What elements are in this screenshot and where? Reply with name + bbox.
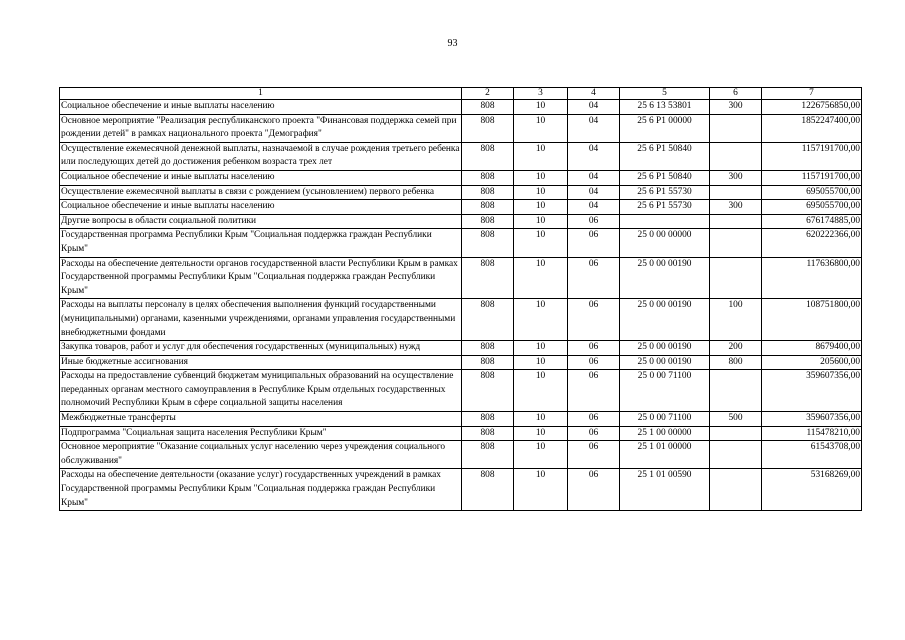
cell-amount: 676174885,00	[762, 214, 862, 229]
cell-code-3: 10	[514, 142, 568, 170]
cell-code-2: 808	[462, 170, 514, 185]
cell-name: Социальное обеспечение и иные выплаты населению	[60, 170, 462, 185]
cell-code-5: 25 0 00 71100	[620, 370, 710, 412]
table-row	[60, 170, 862, 185]
cell-code-4: 06	[568, 257, 620, 299]
cell-code-5: 25 6 Р1 55730	[620, 200, 710, 215]
header-cell-1: 1	[60, 88, 462, 100]
header-cell-5: 5	[620, 88, 710, 100]
cell-code-6	[710, 185, 762, 200]
cell-name: Закупка товаров, работ и услуг для обеспечения государственных (муниципальных) нужд	[60, 341, 462, 356]
cell-amount: 117636800,00	[762, 257, 862, 299]
cell-code-2: 808	[462, 229, 514, 257]
cell-code-2: 808	[462, 412, 514, 427]
cell-name: Расходы на предоставление субвенций бюджетам муниципальных образований на осуществление переданных органам местного самоуправления в Республике Крым отдельных государственных полномочий Республики Крым в сфере социальной защиты населения	[60, 370, 462, 412]
cell-amount: 1157191700,00	[762, 142, 862, 170]
cell-name: Социальное обеспечение и иные выплаты населению	[60, 200, 462, 215]
header-cell-4: 4	[568, 88, 620, 100]
cell-name: Социальное обеспечение и иные выплаты населению	[60, 100, 462, 115]
table-row	[60, 229, 862, 257]
cell-amount: 61543708,00	[762, 441, 862, 469]
table-row	[60, 185, 862, 200]
cell-code-6	[710, 142, 762, 170]
cell-code-3: 10	[514, 370, 568, 412]
header-cell-7: 7	[762, 88, 862, 100]
cell-code-3: 10	[514, 469, 568, 511]
cell-name: Основное мероприятие "Оказание социальных услуг населению через учреждения социального обслуживания"	[60, 441, 462, 469]
cell-code-4: 06	[568, 469, 620, 511]
cell-code-3: 10	[514, 170, 568, 185]
cell-code-2: 808	[462, 200, 514, 215]
table-header-row	[60, 88, 862, 100]
cell-code-6	[710, 370, 762, 412]
table-row	[60, 100, 862, 115]
cell-code-2: 808	[462, 355, 514, 370]
cell-code-3: 10	[514, 214, 568, 229]
cell-amount: 620222366,00	[762, 229, 862, 257]
cell-amount: 1226756850,00	[762, 100, 862, 115]
cell-code-5: 25 6 13 53801	[620, 100, 710, 115]
cell-code-6	[710, 426, 762, 441]
cell-code-2: 808	[462, 426, 514, 441]
cell-name: Расходы на обеспечение деятельности (оказание услуг) государственных учреждений в рамках Государственной программы Республики Крым "Социальная поддержка граждан Республики Крым"	[60, 469, 462, 511]
cell-name: Подпрограмма "Социальная защита населения Республики Крым"	[60, 426, 462, 441]
cell-code-6	[710, 114, 762, 142]
cell-code-4: 06	[568, 412, 620, 427]
cell-code-4: 06	[568, 299, 620, 341]
cell-name: Другие вопросы в области социальной политики	[60, 214, 462, 229]
cell-code-5	[620, 214, 710, 229]
cell-code-3: 10	[514, 441, 568, 469]
cell-name: Межбюджетные трансферты	[60, 412, 462, 427]
cell-code-6: 300	[710, 100, 762, 115]
table-row	[60, 299, 862, 341]
cell-code-2: 808	[462, 341, 514, 356]
cell-amount: 8679400,00	[762, 341, 862, 356]
cell-code-4: 06	[568, 355, 620, 370]
cell-code-3: 10	[514, 426, 568, 441]
cell-name: Иные бюджетные ассигнования	[60, 355, 462, 370]
cell-amount: 1157191700,00	[762, 170, 862, 185]
cell-code-6	[710, 469, 762, 511]
cell-code-5: 25 0 00 00190	[620, 341, 710, 356]
cell-name: Осуществление ежемесячной выплаты в связи с рождением (усыновлением) первого ребенка	[60, 185, 462, 200]
cell-code-3: 10	[514, 299, 568, 341]
cell-name: Осуществление ежемесячной денежной выплаты, назначаемой в случае рождения третьего ребенка или последующих детей до достижения ребенком возраста трех лет	[60, 142, 462, 170]
budget-table	[59, 87, 862, 511]
cell-code-6: 300	[710, 200, 762, 215]
cell-code-2: 808	[462, 114, 514, 142]
cell-code-2: 808	[462, 100, 514, 115]
cell-code-2: 808	[462, 469, 514, 511]
table-row	[60, 441, 862, 469]
cell-name: Расходы на выплаты персоналу в целях обеспечения выполнения функций государственными (муниципальными) органами, казенными учреждениями, органами управления государственными внебюджетными фондами	[60, 299, 462, 341]
header-cell-2: 2	[462, 88, 514, 100]
cell-code-5: 25 0 00 71100	[620, 412, 710, 427]
cell-code-3: 10	[514, 355, 568, 370]
header-cell-3: 3	[514, 88, 568, 100]
cell-code-5: 25 0 00 00190	[620, 299, 710, 341]
cell-code-4: 04	[568, 142, 620, 170]
cell-amount: 359607356,00	[762, 412, 862, 427]
cell-code-3: 10	[514, 114, 568, 142]
cell-amount: 53168269,00	[762, 469, 862, 511]
cell-code-5: 25 0 00 00190	[620, 257, 710, 299]
cell-code-4: 04	[568, 114, 620, 142]
cell-code-3: 10	[514, 412, 568, 427]
cell-code-2: 808	[462, 370, 514, 412]
cell-code-5: 25 6 Р1 55730	[620, 185, 710, 200]
table-row	[60, 214, 862, 229]
cell-code-5: 25 6 Р1 50840	[620, 170, 710, 185]
cell-code-3: 10	[514, 185, 568, 200]
cell-code-2: 808	[462, 299, 514, 341]
cell-code-2: 808	[462, 441, 514, 469]
cell-code-6: 200	[710, 341, 762, 356]
table-row	[60, 469, 862, 511]
cell-code-2: 808	[462, 185, 514, 200]
cell-code-6	[710, 214, 762, 229]
table-row	[60, 200, 862, 215]
cell-code-6	[710, 441, 762, 469]
cell-code-2: 808	[462, 214, 514, 229]
table-row	[60, 370, 862, 412]
table-row	[60, 426, 862, 441]
cell-code-2: 808	[462, 142, 514, 170]
header-cell-6: 6	[710, 88, 762, 100]
cell-code-6	[710, 229, 762, 257]
cell-code-2: 808	[462, 257, 514, 299]
cell-code-4: 06	[568, 441, 620, 469]
cell-code-3: 10	[514, 229, 568, 257]
table-row	[60, 412, 862, 427]
cell-amount: 205600,00	[762, 355, 862, 370]
cell-code-6: 300	[710, 170, 762, 185]
cell-code-4: 04	[568, 200, 620, 215]
cell-code-3: 10	[514, 341, 568, 356]
cell-code-4: 06	[568, 214, 620, 229]
cell-code-5: 25 1 01 00000	[620, 441, 710, 469]
cell-name: Основное мероприятие "Реализация республиканского проекта "Финансовая поддержка семей при рождении детей" в рамках национального проекта "Демография"	[60, 114, 462, 142]
cell-code-6	[710, 257, 762, 299]
cell-amount: 115478210,00	[762, 426, 862, 441]
cell-code-4: 04	[568, 185, 620, 200]
cell-code-3: 10	[514, 257, 568, 299]
cell-amount: 108751800,00	[762, 299, 862, 341]
table-row	[60, 142, 862, 170]
cell-amount: 695055700,00	[762, 200, 862, 215]
cell-code-6: 800	[710, 355, 762, 370]
table-row	[60, 114, 862, 142]
cell-code-6: 500	[710, 412, 762, 427]
cell-name: Государственная программа Республики Крым "Социальная поддержка граждан Республики Крым"	[60, 229, 462, 257]
page-number: 93	[447, 38, 458, 49]
cell-code-4: 06	[568, 370, 620, 412]
cell-code-5: 25 1 00 00000	[620, 426, 710, 441]
cell-name: Расходы на обеспечение деятельности органов государственной власти Республики Крым в рамках Государственной программы Республики Крым "Социальная поддержка граждан Республики Крым"	[60, 257, 462, 299]
table-row	[60, 257, 862, 299]
cell-code-3: 10	[514, 100, 568, 115]
cell-amount: 1852247400,00	[762, 114, 862, 142]
cell-code-3: 10	[514, 200, 568, 215]
table-row	[60, 341, 862, 356]
cell-code-6: 100	[710, 299, 762, 341]
cell-code-5: 25 0 00 00190	[620, 355, 710, 370]
cell-code-4: 04	[568, 170, 620, 185]
cell-code-5: 25 1 01 00590	[620, 469, 710, 511]
cell-amount: 359607356,00	[762, 370, 862, 412]
cell-code-4: 04	[568, 100, 620, 115]
cell-code-4: 06	[568, 341, 620, 356]
cell-code-5: 25 6 Р1 00000	[620, 114, 710, 142]
cell-code-4: 06	[568, 426, 620, 441]
cell-code-5: 25 0 00 00000	[620, 229, 710, 257]
cell-amount: 695055700,00	[762, 185, 862, 200]
cell-code-4: 06	[568, 229, 620, 257]
cell-code-5: 25 6 Р1 50840	[620, 142, 710, 170]
table-row	[60, 355, 862, 370]
